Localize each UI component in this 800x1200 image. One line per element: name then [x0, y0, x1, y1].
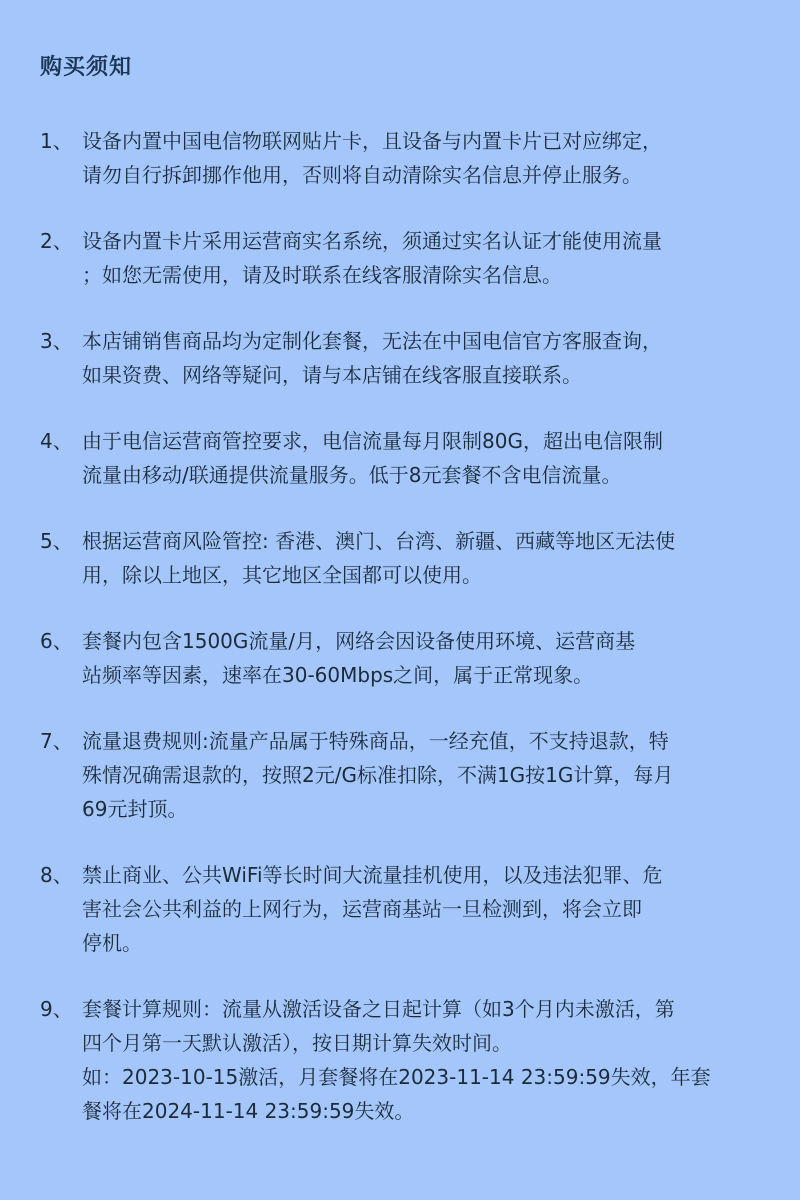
notice-item-number: 8、	[40, 863, 73, 887]
notice-item-line: 四个月第一天默认激活），按日期计算失效时间。	[82, 1031, 512, 1055]
notice-item-number: 7、	[40, 729, 73, 753]
notice-item-1	[40, 124, 760, 192]
notice-item-9	[40, 992, 760, 1128]
notice-item-line: ；如您无需使用，请及时联系在线客服清除实名信息。	[82, 263, 562, 287]
notice-item-8	[40, 858, 760, 960]
notice-item-5	[40, 524, 760, 592]
notice-item-line: 如：2023-10-15激活，月套餐将在2023-11-14 23:59:59失效，年套	[82, 1065, 711, 1089]
notice-item-line: 流量由移动/联通提供流量服务。低于8元套餐不含电信流量。	[82, 463, 622, 487]
notice-item-number: 6、	[40, 629, 73, 653]
notice-item-number: 5、	[40, 529, 73, 553]
notice-item-line: 用，除以上地区，其它地区全国都可以使用。	[82, 563, 482, 587]
notice-item-7	[40, 724, 760, 826]
notice-item-line: 设备内置卡片采用运营商实名系统，须通过实名认证才能使用流量	[82, 229, 662, 253]
notice-item-line: 餐将在2024-11-14 23:59:59失效。	[82, 1099, 415, 1123]
notice-item-line: 设备内置中国电信物联网贴片卡，且设备与内置卡片已对应绑定，	[82, 129, 662, 153]
notice-item-number: 9、	[40, 997, 73, 1021]
notice-item-line: 停机。	[82, 931, 142, 955]
notice-item-line: 套餐计算规则：流量从激活设备之日起计算（如3个月内未激活，第	[82, 997, 675, 1021]
notice-item-line: 69元封顶。	[82, 797, 188, 821]
notice-item-line: 流量退费规则:流量产品属于特殊商品，一经充值，不支持退款，特	[82, 729, 669, 753]
notice-item-6	[40, 624, 760, 692]
notice-item-text	[82, 424, 760, 492]
notice-item-line: 害社会公共利益的上网行为，运营商基站一旦检测到，将会立即	[82, 897, 642, 921]
notice-item-line: 禁止商业、公共WiFi等长时间大流量挂机使用，以及违法犯罪、危	[82, 863, 663, 887]
notice-item-line: 本店铺销售商品均为定制化套餐，无法在中国电信官方客服查询，	[82, 329, 662, 353]
notice-item-line: 套餐内包含1500G流量/月，网络会因设备使用环境、运营商基	[82, 629, 636, 653]
notice-item-text	[82, 524, 760, 592]
notice-item-text	[82, 992, 760, 1128]
notice-item-3	[40, 324, 760, 392]
notice-item-number: 4、	[40, 429, 73, 453]
notice-item-text	[82, 858, 760, 960]
notice-list	[40, 124, 760, 1128]
notice-item-line: 由于电信运营商管控要求，电信流量每月限制80G，超出电信限制	[82, 429, 663, 453]
notice-item-number: 3、	[40, 329, 73, 353]
notice-item-text	[82, 224, 760, 292]
notice-item-text	[82, 324, 760, 392]
notice-item-4	[40, 424, 760, 492]
notice-item-line: 如果资费、网络等疑问，请与本店铺在线客服直接联系。	[82, 363, 582, 387]
notice-item-text	[82, 124, 760, 192]
notice-item-text	[82, 724, 760, 826]
notice-item-number: 1、	[40, 129, 73, 153]
notice-item-line: 请勿自行拆卸挪作他用，否则将自动清除实名信息并停止服务。	[82, 163, 642, 187]
notice-item-line: 根据运营商风险管控: 香港、澳门、台湾、新疆、西藏等地区无法使	[82, 529, 676, 553]
page-title: 购买须知	[40, 55, 133, 80]
notice-item-2	[40, 224, 760, 292]
notice-item-number: 2、	[40, 229, 73, 253]
notice-item-text	[82, 624, 760, 692]
notice-item-line: 站频率等因素，速率在30-60Mbps之间，属于正常现象。	[82, 663, 594, 687]
notice-item-line: 殊情况确需退款的，按照2元/G标准扣除，不满1G按1G计算，每月	[82, 763, 674, 787]
